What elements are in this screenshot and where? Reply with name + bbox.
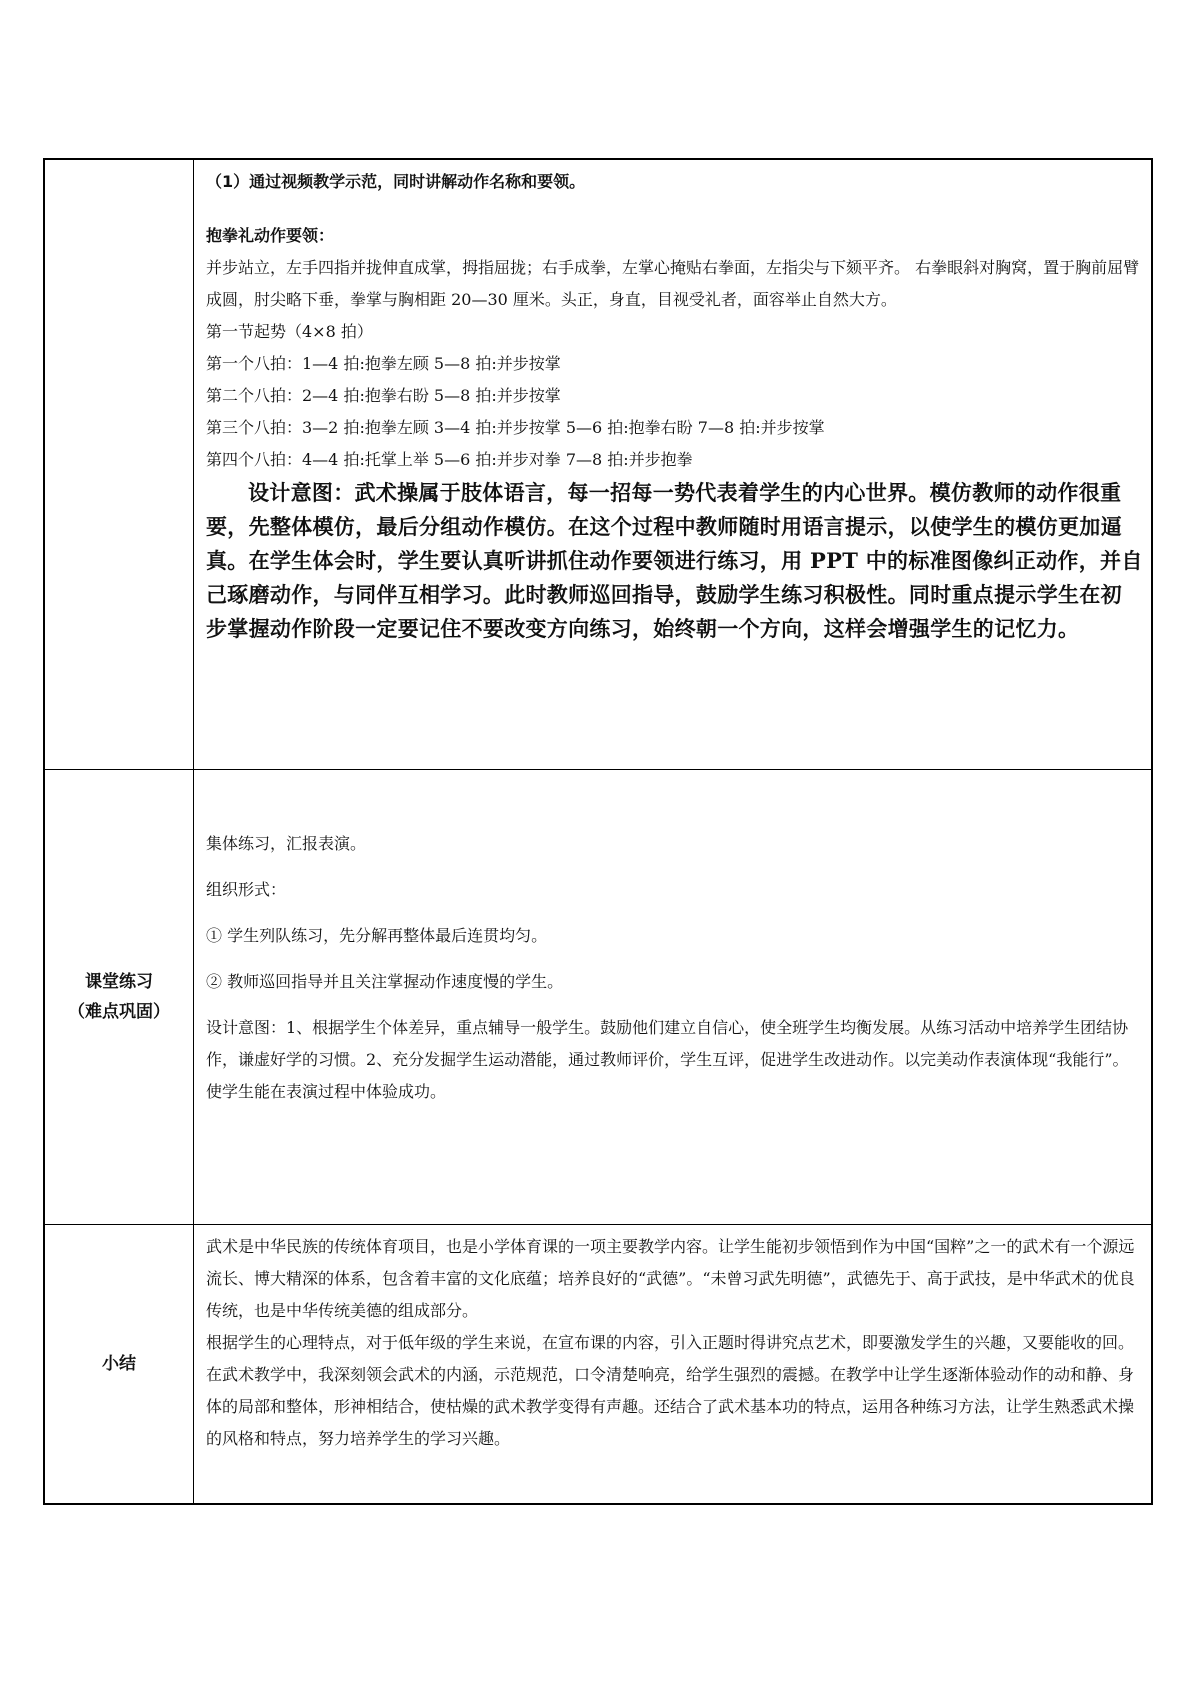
summary-row (44, 1224, 1152, 1504)
beat-line-1: 第一个八拍：1—4 拍:抱拳左顾 5—8 拍:并步按掌 (206, 354, 561, 373)
demo-content-cell (194, 159, 1153, 769)
practice-label-cell (44, 769, 194, 1224)
summary-content-cell (194, 1224, 1153, 1504)
practice-design-intent: 设计意图：1、根据学生个体差异，重点辅导一般学生。鼓励他们建立自信心，使全班学生均衡发展。从练习活动中培养学生团结协作，谦虚好学的习惯。2、充分发掘学生运动潜能，通过教师评价，学生互评，促进学生改进动作。以完美动作表演体现“我能行”。使学生能在表演过程中体验成功。 (206, 1017, 1129, 1101)
practice-intro: 集体练习，汇报表演。 (206, 833, 367, 853)
practice-row (44, 769, 1152, 1224)
practice-item-1: ① 学生列队练习，先分解再整体最后连贯均匀。 (206, 925, 548, 945)
section-title: 第一节起势（4×8 拍） (206, 322, 373, 341)
summary-label: 小结 (102, 1353, 136, 1374)
practice-label: 课堂练习 (85, 971, 153, 992)
practice-item-2: ② 教师巡回指导并且关注掌握动作速度慢的学生。 (206, 971, 564, 991)
lesson-plan-table (43, 158, 1153, 1505)
summary-para-2: 根据学生的心理特点，对于低年级的学生来说，在宣布课的内容，引入正题时得讲究点艺术，即要激发学生的兴趣，又要能收的回。在武术教学中，我深刻领会武术的内涵，示范规范，口令清楚响亮，给学生强烈的震撼。在教学中让学生逐渐体验动作的动和静、身体的局部和整体，形神相结合，使枯燥的武术教学变得有声趣。还结合了武术基本功的特点，运用各种练习方法，让学生熟悉武术操的风格和特点，努力培养学生的学习兴趣。 (206, 1332, 1135, 1448)
practice-sublabel: （难点巩固） (68, 1001, 170, 1022)
practice-content-cell (194, 769, 1153, 1224)
org-title: 组织形式： (206, 879, 287, 899)
summary-para-1: 武术是中华民族的传统体育项目，也是小学体育课的一项主要教学内容。让学生能初步领悟到作为中国“国粹”之一的武术有一个源远流长、博大精深的体系，包含着丰富的文化底蕴；培养良好的“武德”。“未曾习武先明德”，武德先于、高于武技，是中华武术的优良传统，也是中华传统美德的组成部分。 (206, 1236, 1135, 1320)
demo-label-cell (44, 159, 194, 769)
beat-line-4: 第四个八拍：4—4 拍:托掌上举 5—6 拍:并步对拳 7—8 拍:并步抱拳 (206, 450, 693, 469)
summary-label-cell (44, 1224, 194, 1504)
beat-line-2: 第二个八拍：2—4 拍:抱拳右盼 5—8 拍:并步按掌 (206, 386, 561, 405)
beat-line-3: 第三个八拍：3—2 拍:抱拳左顾 3—4 拍:并步按掌 5—6 拍:抱拳右盼 7—8 拍:并步按掌 (206, 418, 825, 437)
essentials-text: 并步站立，左手四指并拢伸直成掌，拇指屈拢；右手成拳，左掌心掩贴右拳面，左指尖与下颏平齐。 右拳眼斜对胸窝，置于胸前屈臂成圆，肘尖略下垂，拳掌与胸相距 20—30 厘米。头正，身直，目视受礼者，面容举止自然大方。 (206, 258, 1140, 309)
demo-step1: （1）通过视频教学示范，同时讲解动作名称和要领。 (206, 172, 586, 191)
essentials-heading: 抱拳礼动作要领： (206, 226, 335, 245)
demo-row (44, 159, 1152, 769)
demo-design-intent: 设计意图：武术操属于肢体语言，每一招每一势代表着学生的内心世界。模仿教师的动作很重要，先整体模仿，最后分组动作模仿。在这个过程中教师随时用语言提示，以使学生的模仿更加逼真。在学生体会时，学生要认真听讲抓住动作要领进行练习，用 PPT 中的标准图像纠正动作，并自己琢磨动作，与同伴互相学习。此时教师巡回指导，鼓励学生练习积极性。同时重点提示学生在初步掌握动作阶段一定要记住不要改变方向练习，始终朝一个方向，这样会增强学生的记忆力。 (206, 480, 1143, 641)
